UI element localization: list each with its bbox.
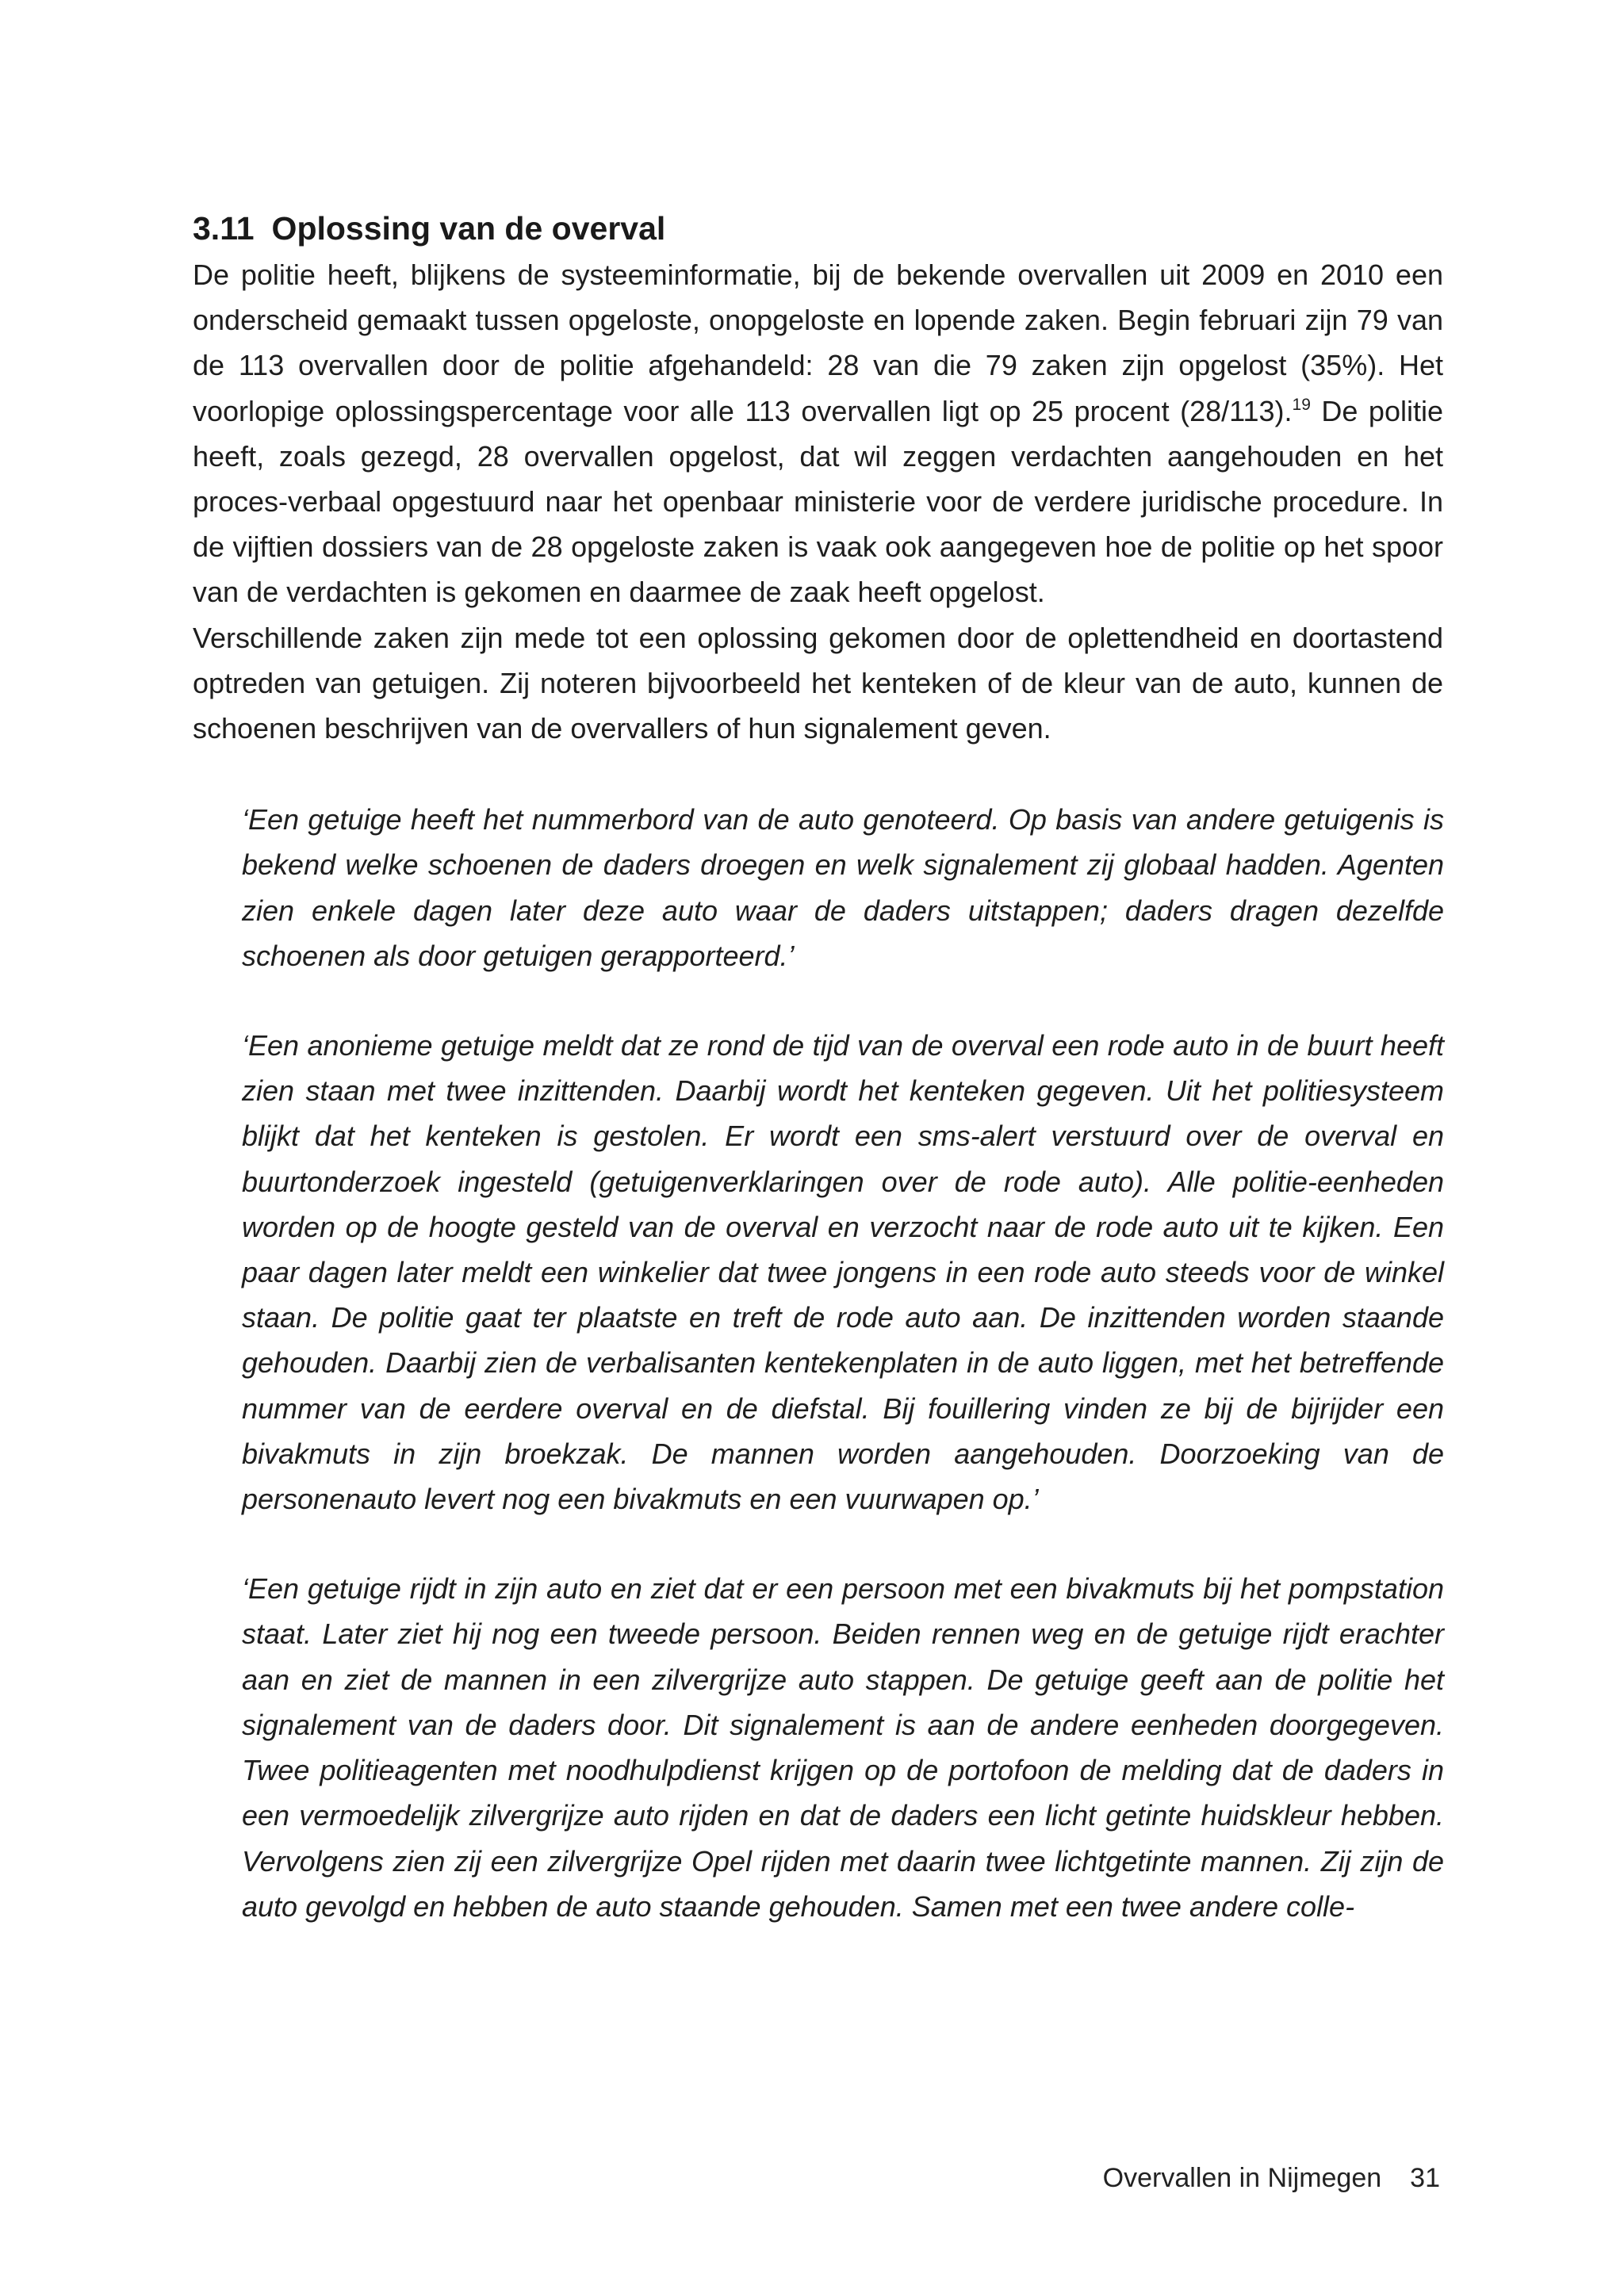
section-heading: [193, 205, 1443, 252]
running-title: Overvallen in Nijmegen: [1102, 2163, 1382, 2193]
body-paragraph-1: [193, 252, 1443, 615]
section-title: Oplossing van de overval: [271, 210, 666, 247]
page-footer: [1103, 2161, 1440, 2195]
section-number: 3.11: [193, 210, 255, 247]
witness-quote-2: ‘Een anonieme getuige meldt dat ze rond de tijd van de overval een rode auto in de buurt heeft zien staan met twee inzittenden. Daarbij wordt het kenteken gegeven. Uit het politiesysteem blijkt dat het kenteken is gestolen. Er wordt een sms-alert verstuurd over de overval en buurtonderzoek ingesteld (getuigenverklaringen over de rode auto). Alle politie-eenheden worden op de hoogte gesteld van de overval en verzocht naar de rode auto uit te kijken. Een paar dagen later meldt een winkelier dat twee jongens in een rode auto steeds voor de winkel staan. De politie gaat ter plaatste en treft de rode auto aan. De inzittenden worden staande gehouden. Daarbij zien de verbalisanten kentekenplaten in de auto liggen, met het betreffende nummer van de eerdere overval en de diefstal. Bij fouillering vinden ze bij de bijrijder een bivakmuts in zijn broekzak. De mannen worden aangehouden. Doorzoeking van de personenauto levert nog een bivakmuts en een vuurwapen op.’: [242, 1029, 1444, 1516]
footnote-marker: 19: [1292, 395, 1311, 414]
paragraph-text-continued: De politie heeft, zoals gezegd, 28 overvallen opgelost, dat wil zeggen verdachten aangehouden en het proces-verbaal opgestuurd naar het openbaar ministerie voor de verdere juridische procedure. In de vijftien dossiers van de 28 opgeloste zaken is vaak ook aangegeven hoe de politie op het spoor van de verdachten is gekomen en daarmee de zaak heeft opgelost.: [193, 394, 1443, 609]
page-content: [193, 205, 1443, 1973]
witness-quote-3: ‘Een getuige rijdt in zijn auto en ziet dat er een persoon met een bivakmuts bij het pompstation staat. Later ziet hij nog een tweede persoon. Beiden rennen weg en de getuige rijdt erachter aan en ziet de mannen in een zilvergrijze auto stappen. De getuige geeft aan de politie het signalement van de daders door. Dit signalement is aan de andere eenheden doorgegeven. Twee politieagenten met noodhulpdienst krijgen op de portofoon de melding dat de daders in een vermoedelijk zilvergrijze auto rijden en dat de daders een licht getinte huidskleur hebben. Vervolgens zien zij een zilvergrijze Opel rijden met daarin twee lichtgetinte mannen. Zij zijn de auto gevolgd en hebben de auto staande gehouden. Samen met een twee andere colle-: [242, 1572, 1444, 1923]
paragraph-text: De politie heeft, blijkens de systeeminformatie, bij de bekende overvallen uit 2009 en 2010 een onderscheid gemaakt tussen opgeloste, onopgeloste en lopende zaken. Begin februari zijn 79 van de 113 overvallen door de politie afgehandeld: 28 van die 79 zaken zijn opgelost (35%). Het voorlopige oplossingspercentage voor alle 113 overvallen ligt op 25 procent (28/113).: [193, 258, 1443, 427]
body-paragraph-2: Verschillende zaken zijn mede tot een oplossing gekomen door de oplettendheid en doortastend optreden van getuigen. Zij noteren bijvoorbeeld het kenteken of de kleur van de auto, kunnen de schoenen beschrijven van de overvallers of hun signalement geven.: [193, 621, 1443, 745]
witness-quote-1: ‘Een getuige heeft het nummerbord van de auto genoteerd. Op basis van andere getuigenis is bekend welke schoenen de daders droegen en welk signalement zij globaal hadden. Agenten zien enkele dagen later deze auto waar de daders uitstappen; daders dragen dezelfde schoenen als door getuigen gerapporteerd.’: [242, 803, 1444, 972]
page-number: 31: [1410, 2163, 1440, 2193]
quotes-block: [193, 797, 1444, 1929]
